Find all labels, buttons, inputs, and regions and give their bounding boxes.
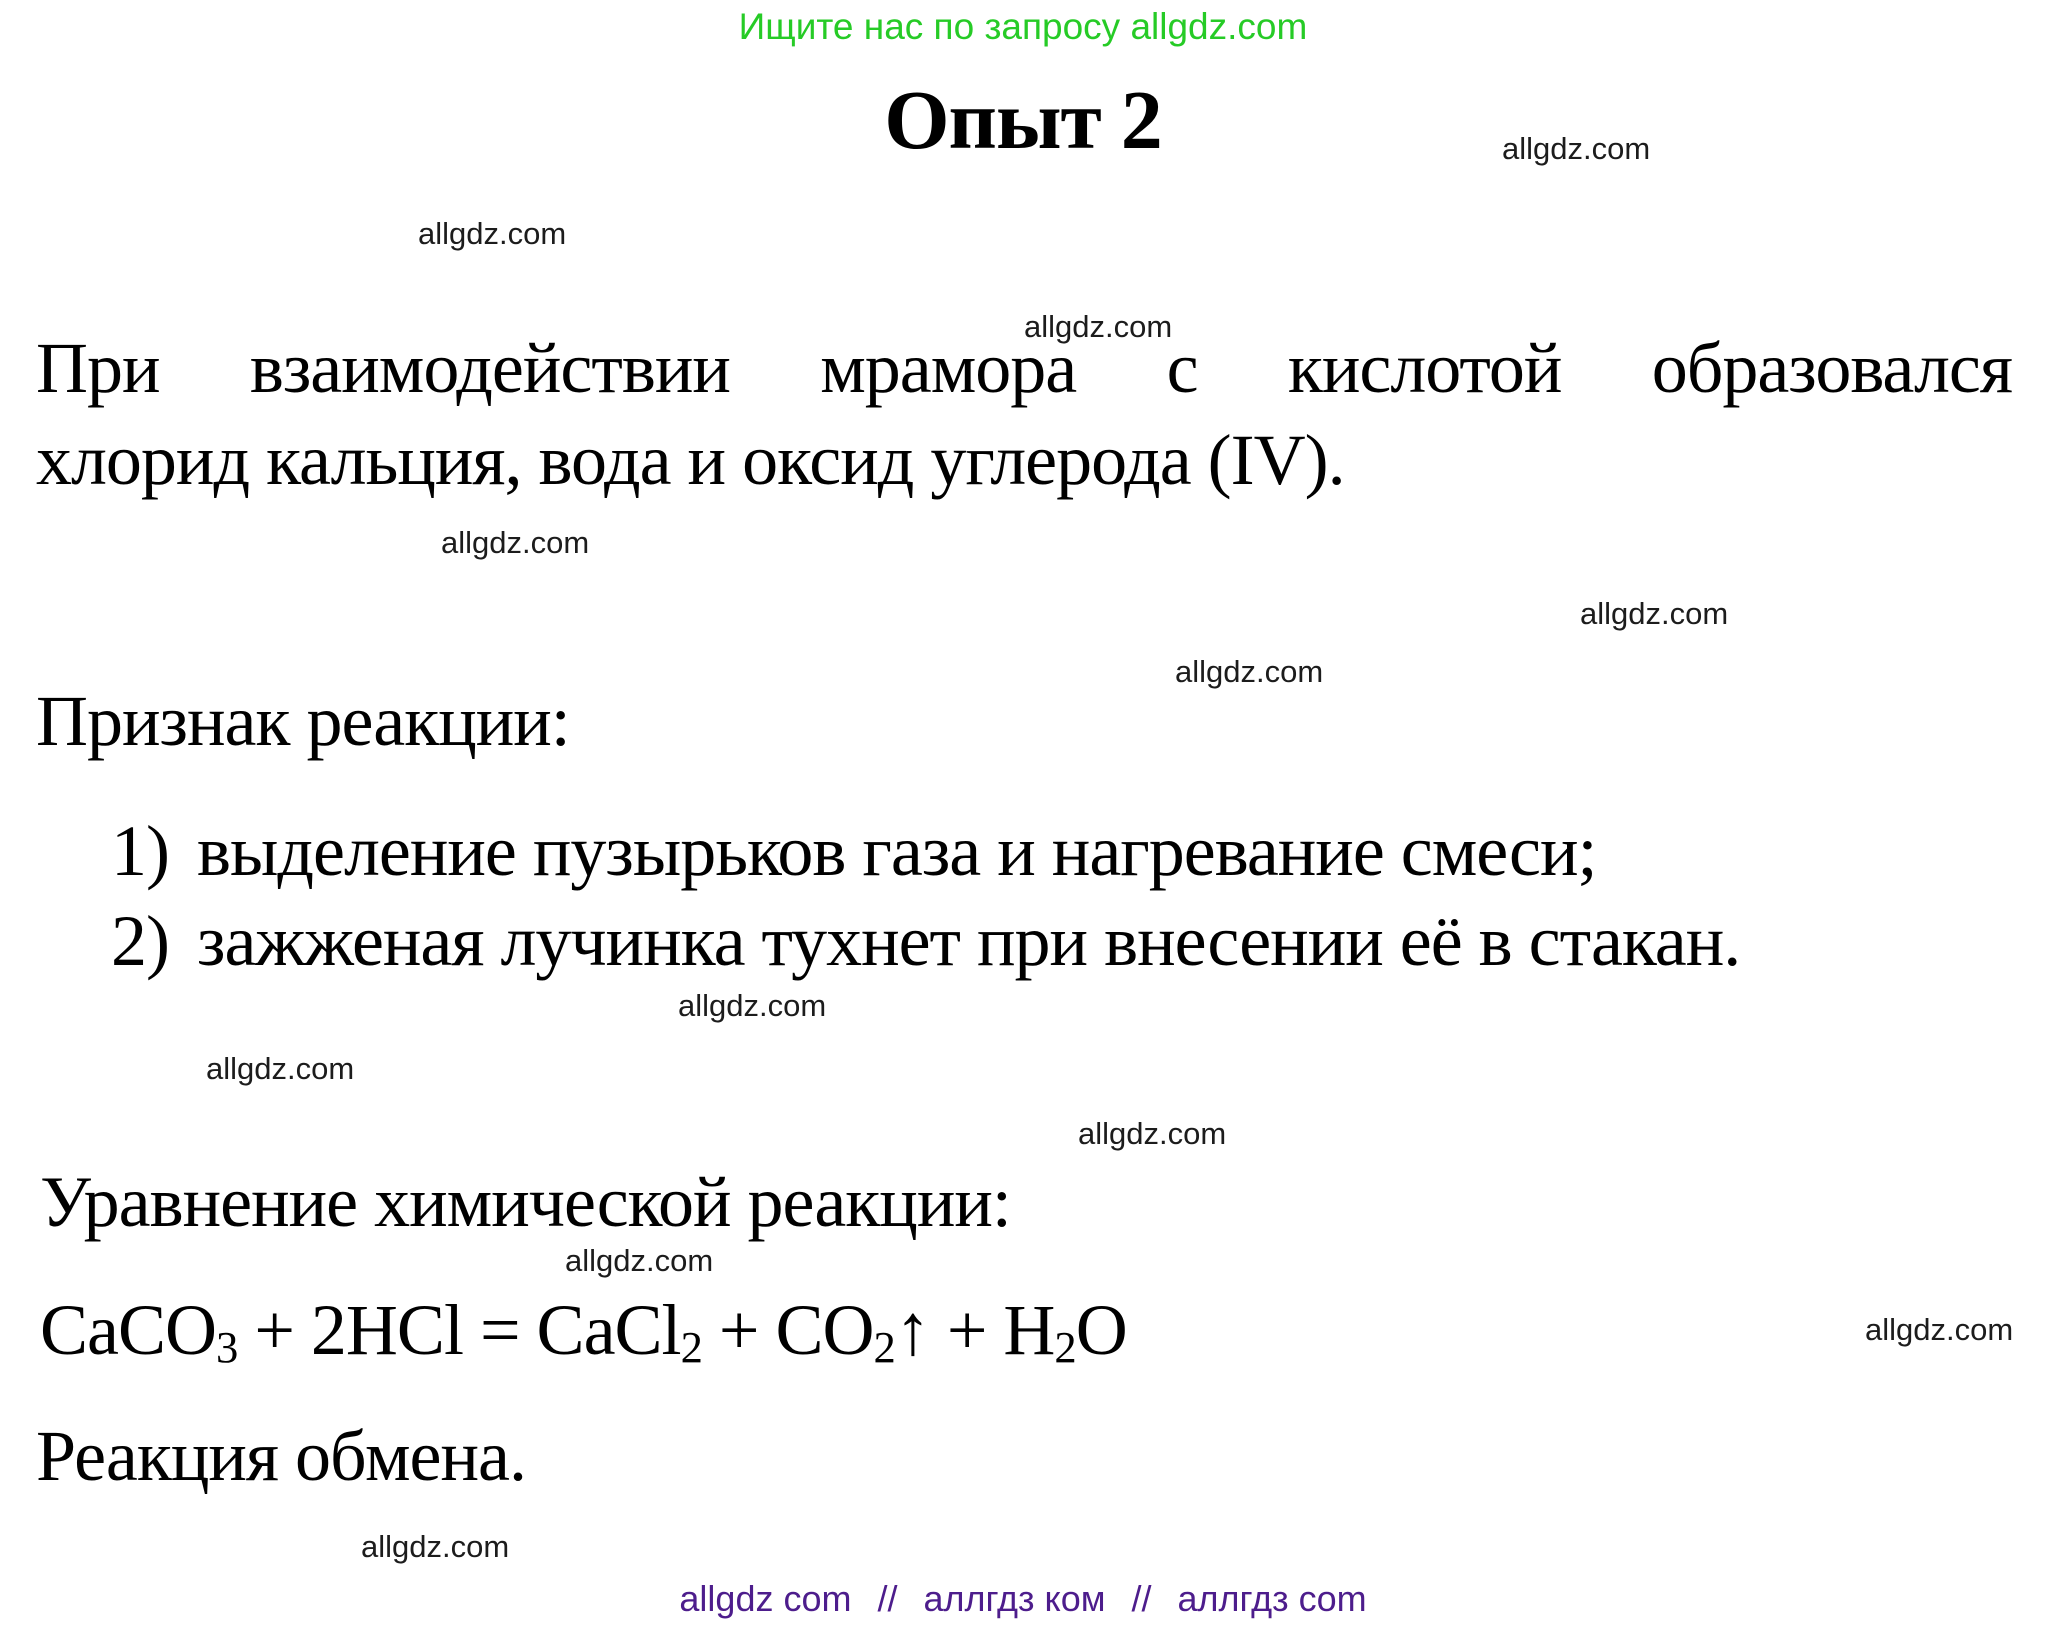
list-item-text: зажженая лучинка тухнет при внесении её в стакан. <box>197 901 1741 981</box>
footer-separator: // <box>877 1578 898 1619</box>
chemical-equation <box>40 1284 1127 1376</box>
list-item <box>111 896 1740 986</box>
list-item-text: выделение пузырьков газа и нагревание смеси; <box>197 811 1597 891</box>
watermark: allgdz.com <box>678 988 827 1023</box>
equation-term: O <box>1075 1290 1127 1370</box>
equation-term: + CO <box>701 1290 874 1370</box>
paragraph-line-justified <box>36 322 2012 414</box>
watermark: allgdz.com <box>1865 1312 2014 1347</box>
watermark: allgdz.com <box>361 1529 510 1564</box>
equation-subscript: 3 <box>216 1322 238 1373</box>
paragraph-line: хлорид кальция, вода и оксид углерода (IV). <box>36 420 1345 500</box>
footer-site: аллгдз com <box>1177 1578 1367 1619</box>
intro-paragraph <box>36 322 2012 506</box>
paragraph-word: образовался <box>1651 328 2012 408</box>
watermark: allgdz.com <box>1078 1116 1227 1151</box>
paragraph-word: кислотой <box>1287 328 1562 408</box>
paragraph-word: мрамора <box>820 328 1077 408</box>
watermark: allgdz.com <box>441 525 590 560</box>
equation-subscript: 2 <box>680 1322 702 1373</box>
footer-site: аллгдз ком <box>923 1578 1106 1619</box>
search-notice: Ищите нас по запросу allgdz.com <box>738 6 1308 47</box>
watermark: allgdz.com <box>206 1051 355 1086</box>
footer-links <box>0 1578 2046 1620</box>
watermark: allgdz.com <box>1175 654 1324 689</box>
list-item-number: 2) <box>111 901 169 981</box>
paragraph-word: взаимодействии <box>249 328 730 408</box>
reaction-type-conclusion: Реакция обмена. <box>36 1416 526 1496</box>
watermark: allgdz.com <box>1024 309 1173 344</box>
equation-term: CaCO <box>40 1290 216 1370</box>
page-title: Опыт 2 <box>884 74 1162 167</box>
watermark: allgdz.com <box>1580 596 1729 631</box>
equation-subscript: 2 <box>873 1322 895 1373</box>
paragraph-word: с <box>1166 328 1198 408</box>
watermark: allgdz.com <box>1502 131 1651 166</box>
equation-subscript: 2 <box>1054 1322 1076 1373</box>
footer-separator: // <box>1131 1578 1152 1619</box>
signs-heading: Признак реакции: <box>36 681 570 761</box>
list-item-number: 1) <box>111 811 169 891</box>
equation-heading: Уравнение химической реакции: <box>40 1162 1011 1242</box>
paragraph-word: При <box>36 328 160 408</box>
list-item <box>111 806 1740 896</box>
equation-term: + 2HCl = CaCl <box>237 1290 681 1370</box>
signs-list <box>111 806 1740 986</box>
footer-site: allgdz com <box>679 1578 852 1619</box>
equation-term: ↑ + H <box>894 1290 1055 1370</box>
watermark: allgdz.com <box>565 1243 714 1278</box>
watermark: allgdz.com <box>418 216 567 251</box>
